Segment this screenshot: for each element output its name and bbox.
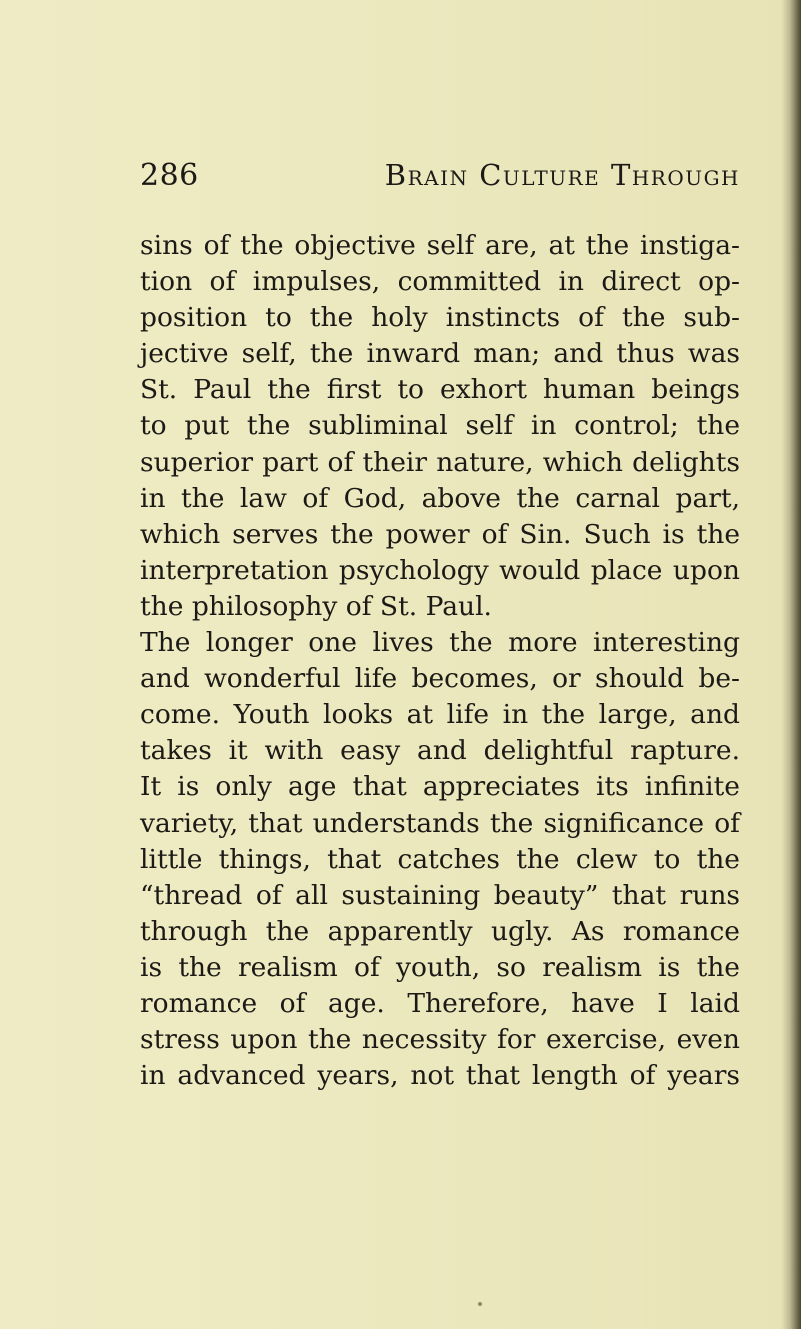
text-line: the philosophy of St. Paul. bbox=[140, 590, 492, 622]
page-number: 286 bbox=[140, 158, 199, 193]
text-line: It is only age that appreciates its infinite bbox=[140, 771, 740, 803]
text-line: takes it with easy and delightful rapture. bbox=[140, 735, 740, 767]
page-header bbox=[140, 158, 740, 198]
running-head: Brain Culture Through bbox=[384, 158, 740, 192]
text-line: variety, that understands the significance of bbox=[140, 807, 740, 839]
page-edge-shadow bbox=[781, 0, 801, 1329]
body-text bbox=[140, 228, 740, 1094]
text-line: come. Youth looks at life in the large, and bbox=[140, 699, 740, 731]
text-line: which serves the power of Sin. Such is the bbox=[140, 518, 740, 550]
text-line: jective self, the inward man; and thus was bbox=[140, 338, 740, 370]
text-line: little things, that catches the clew to the bbox=[140, 843, 740, 875]
text-line: and wonderful life becomes, or should be- bbox=[140, 663, 740, 695]
text-line: romance of age. Therefore, have I laid bbox=[140, 987, 740, 1019]
text-line: superior part of their nature, which delights bbox=[140, 446, 740, 478]
text-line: interpretation psychology would place upon bbox=[140, 554, 740, 586]
paragraph-start-line: The longer one lives the more interesting bbox=[140, 627, 740, 659]
text-line: in the law of God, above the carnal part, bbox=[140, 482, 740, 514]
text-line: position to the holy instincts of the sub- bbox=[140, 302, 740, 334]
text-line: through the apparently ugly. As romance bbox=[140, 915, 740, 947]
text-line: in advanced years, not that length of years bbox=[140, 1060, 740, 1092]
text-line: “thread of all sustaining beauty” that runs bbox=[140, 879, 740, 911]
text-line: St. Paul the first to exhort human beings bbox=[140, 374, 740, 406]
text-line: stress upon the necessity for exercise, even bbox=[140, 1024, 740, 1056]
text-line: tion of impulses, committed in direct op- bbox=[140, 266, 740, 298]
text-line: is the realism of youth, so realism is the bbox=[140, 951, 740, 983]
paper-speck bbox=[478, 1302, 482, 1306]
text-line: to put the subliminal self in control; the bbox=[140, 410, 740, 442]
text-line: sins of the objective self are, at the instiga- bbox=[140, 230, 740, 261]
